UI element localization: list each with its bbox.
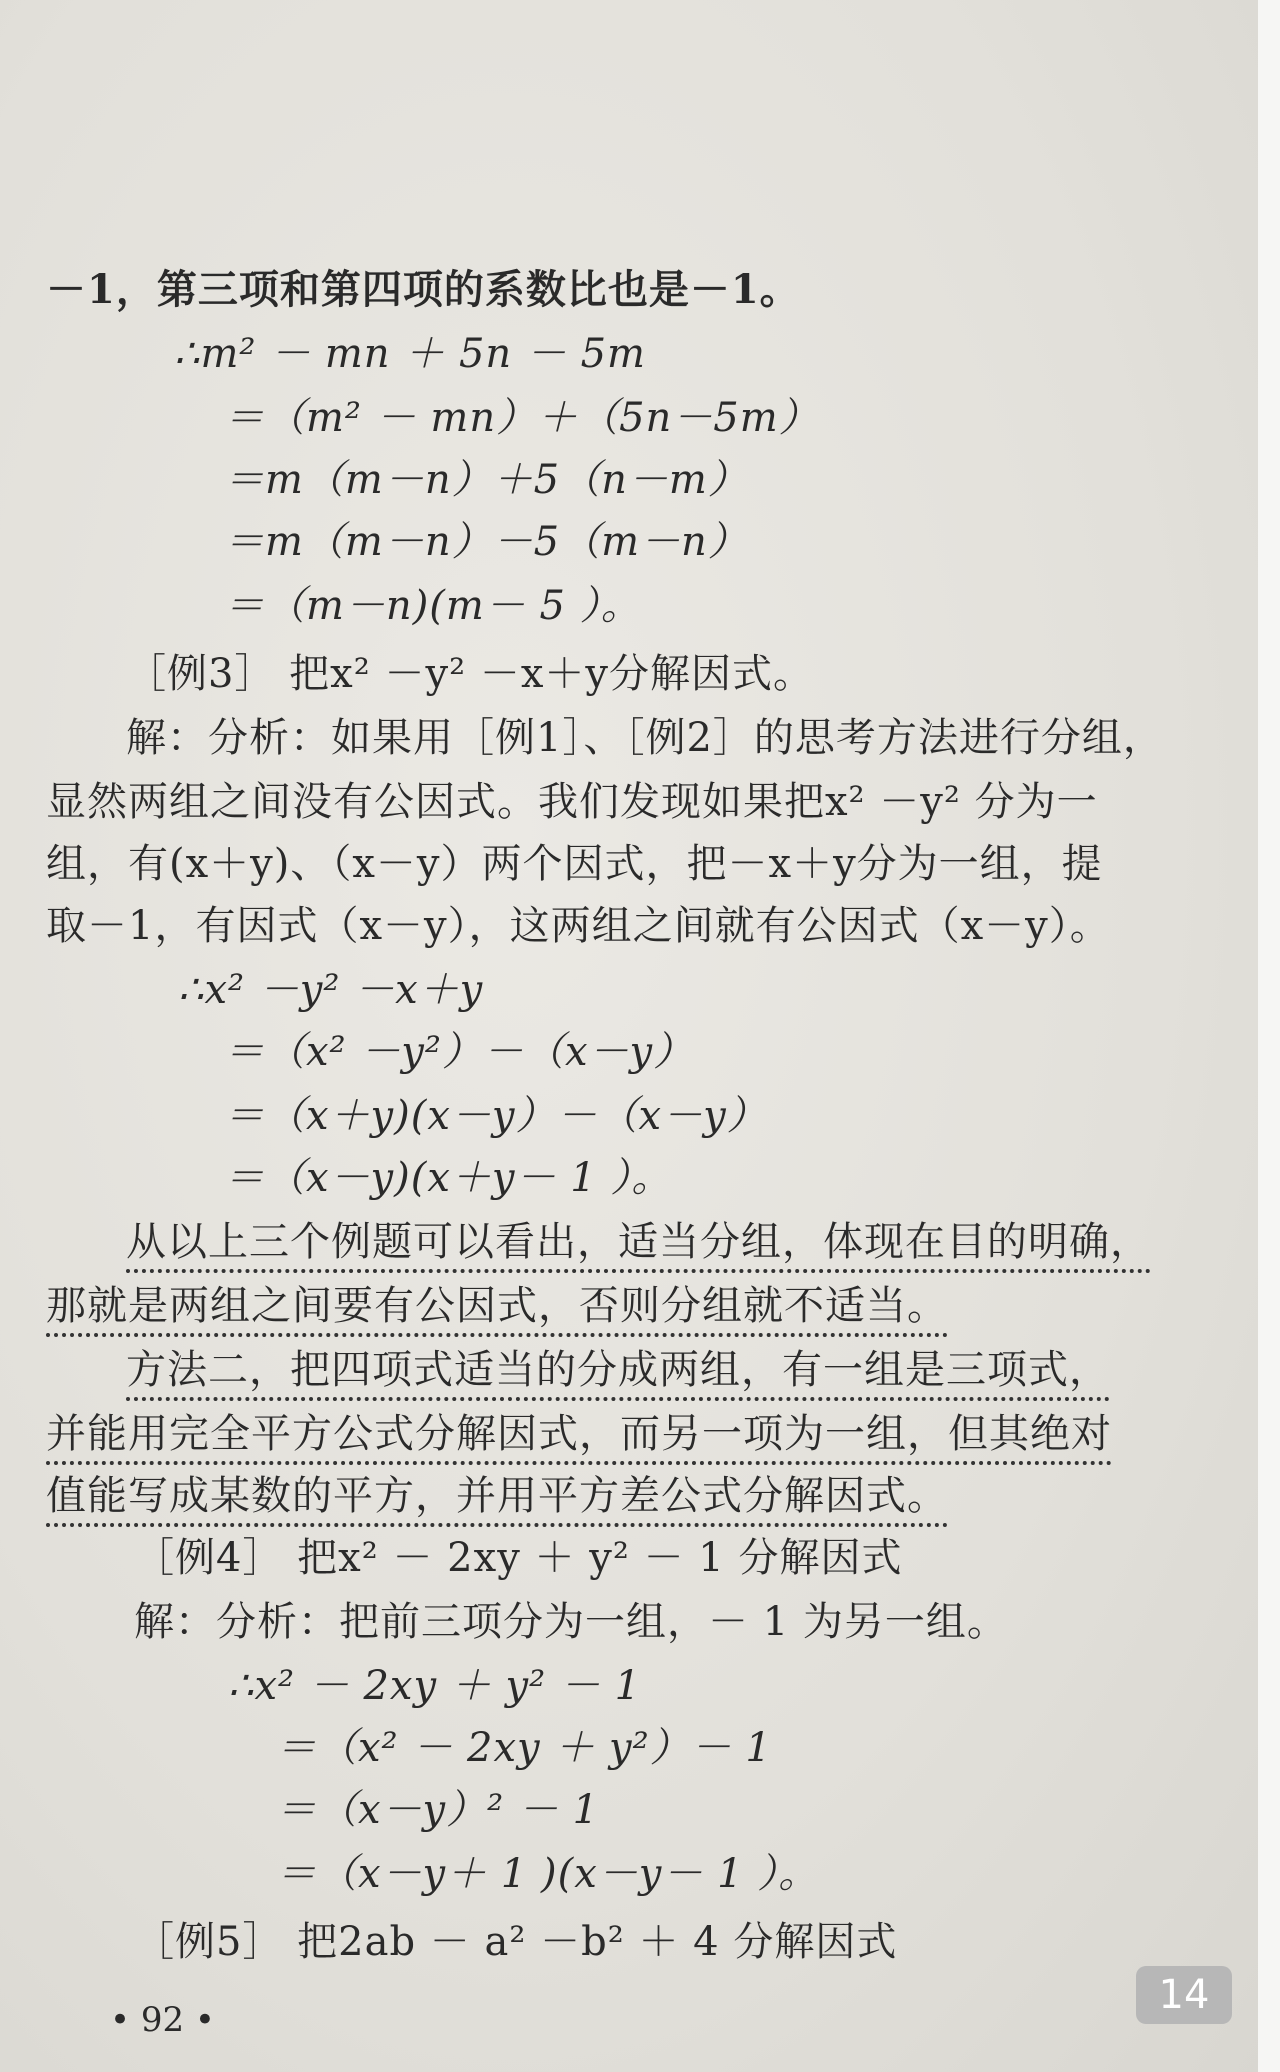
text-line: 显然两组之间没有公因式。我们发现如果把x² －y² 分为一 [46,779,1098,825]
equation-line: ＝m（m－n）－5（m－n） [224,519,749,565]
example-heading: ［例4］ 把x² － 2xy ＋ y² － 1 分解因式 [134,1535,903,1581]
equation-line: ＝（x－y＋ 1 )(x－y－ 1 ）。 [276,1851,820,1897]
equation-line: ＝（x＋y)(x－y）－（x－y） [224,1093,768,1139]
equation-line: ＝（x－y)(x＋y－ 1 ）。 [224,1155,673,1201]
emphasized-text-line: 方法二，把四项式适当的分成两组，有一组是三项式， [126,1347,1110,1393]
equation-line: ∴x² －y² －x＋y [178,967,484,1013]
equation-line: ∴m² － mn ＋ 5n － 5m [174,331,646,377]
equation-line: ＝（x² － 2xy ＋ y²）－ 1 [276,1725,772,1771]
example-heading: ［例5］ 把2ab － a² －b² ＋ 4 分解因式 [134,1919,898,1965]
text-line: 解：分析：如果用［例1］、［例2］的思考方法进行分组， [126,715,1164,761]
equation-line: ＝（m² － mn）＋（5n－5m） [224,395,820,441]
emphasized-text-line: 并能用完全平方公式分解因式，而另一项为一组，但其绝对 [46,1411,1112,1457]
text-line: 解：分析：把前三项分为一组，－ 1 为另一组。 [134,1599,1008,1645]
emphasized-text-line: 值能写成某数的平方，并用平方差公式分解因式。 [46,1473,948,1519]
equation-line: ＝m（m－n）＋5（n－m） [224,457,749,503]
equation-line: ＝（x² －y²）－（x－y） [224,1029,695,1075]
equation-line: ＝（x－y）² － 1 [276,1787,600,1833]
text-line: 组，有(x＋y)、（x－y）两个因式，把－x＋y分为一组，提 [46,841,1103,887]
equation-line: ∴x² － 2xy ＋ y² － 1 [228,1663,642,1709]
equation-line: ＝（m－n)(m－ 5 ）。 [224,583,642,629]
page-number: • 92 • [110,2000,215,2040]
emphasized-text-line: 那就是两组之间要有公因式，否则分组就不适当。 [46,1283,948,1329]
page-edge [1258,0,1280,2072]
text-line: 取－1，有因式（x－y），这两组之间就有公因式（x－y）。 [46,903,1111,949]
text-line: －1，第三项和第四项的系数比也是－1。 [46,266,801,313]
page-counter-badge: 14 [1136,1966,1232,2024]
emphasized-text-line: 从以上三个例题可以看出，适当分组，体现在目的明确， [126,1219,1151,1265]
example-heading: ［例3］ 把x² －y² －x＋y分解因式。 [126,651,814,697]
